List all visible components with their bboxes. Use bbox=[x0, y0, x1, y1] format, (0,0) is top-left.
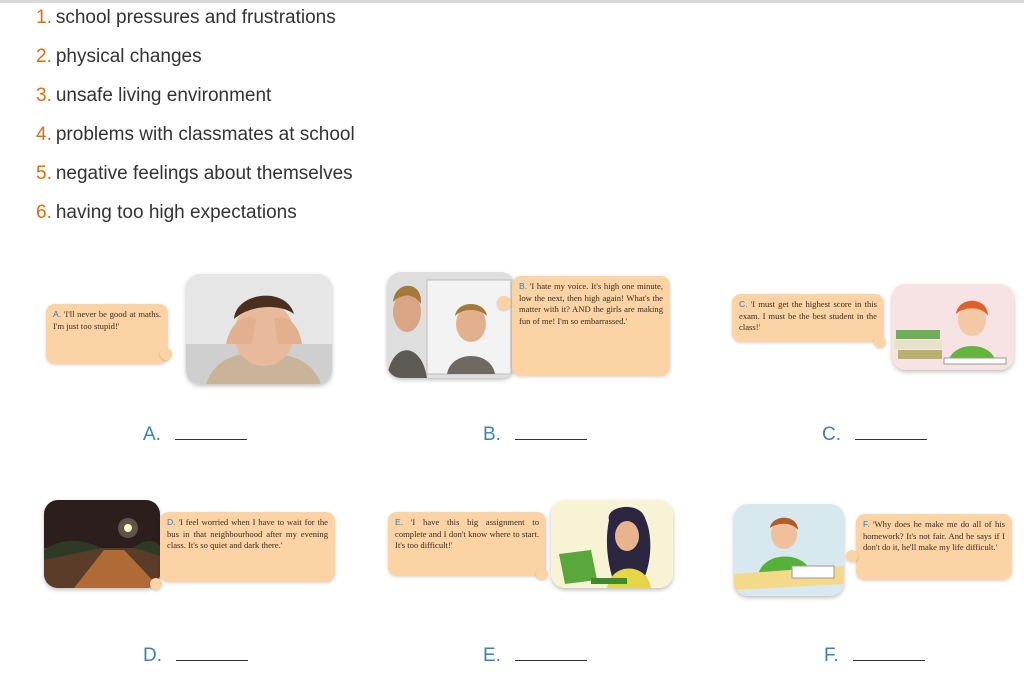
top-divider bbox=[0, 0, 1024, 3]
speech-bubble-f: F. 'Why does he make me do all of his homework? It's not fair. And he says if I don't do it, he'll make my life difficult.' bbox=[856, 514, 1012, 580]
answer-blank[interactable] bbox=[515, 425, 587, 440]
answer-e[interactable]: E. bbox=[483, 645, 587, 667]
answer-blank[interactable] bbox=[855, 425, 927, 440]
list-item: 1. school pressures and frustrations bbox=[36, 7, 336, 28]
photo-girl-books bbox=[892, 284, 1014, 370]
answer-blank[interactable] bbox=[176, 646, 248, 661]
list-item: 3. unsafe living environment bbox=[36, 85, 272, 106]
answer-c[interactable]: C. bbox=[822, 424, 927, 446]
speech-bubble-a: A. 'I'll never be good at maths. I'm just too stupid!' bbox=[46, 304, 168, 364]
photo-boy-mirror bbox=[387, 272, 515, 378]
speech-bubble-d: D. 'I feel worried when I have to wait for the bus in that neighbourhood after my evening class. It's so quiet and dark there.' bbox=[160, 512, 335, 582]
bubble-tail bbox=[150, 578, 162, 590]
answer-blank[interactable] bbox=[515, 646, 587, 661]
answer-b[interactable]: B. bbox=[483, 424, 587, 446]
answer-d[interactable]: D. bbox=[143, 645, 248, 667]
bubble-tail bbox=[846, 550, 858, 562]
speech-bubble-e: E. 'I have this big assignment to complete and I don't know where to start. It's too difficult!' bbox=[388, 512, 546, 576]
bubble-tail bbox=[536, 568, 548, 580]
answer-blank[interactable] bbox=[853, 646, 925, 661]
answer-f[interactable]: F. bbox=[824, 645, 925, 667]
photo-dark-street bbox=[44, 500, 160, 588]
bubble-tail bbox=[497, 296, 511, 310]
photo-girl-laptop bbox=[551, 500, 673, 588]
list-item: 6. having too high expectations bbox=[36, 202, 297, 223]
list-item: 2. physical changes bbox=[36, 46, 202, 67]
photo-boy-homework bbox=[734, 504, 844, 596]
bubble-tail bbox=[160, 348, 172, 360]
answer-a[interactable]: A. bbox=[143, 424, 247, 446]
bubble-tail bbox=[874, 336, 886, 348]
photo-stressed-boy bbox=[186, 274, 332, 384]
speech-bubble-b: B. 'I hate my voice. It's high one minute, low the next, then high again! What's the matter with it? AND the girls are making fun of me! I'm so embarrassed.' bbox=[512, 276, 670, 376]
list-item: 4. problems with classmates at school bbox=[36, 124, 355, 145]
speech-bubble-c: C. 'I must get the highest score in this exam. I must be the best student in the class!' bbox=[732, 294, 884, 342]
causes-list bbox=[36, 6, 355, 240]
list-item: 5. negative feelings about themselves bbox=[36, 163, 353, 184]
answer-blank[interactable] bbox=[175, 425, 247, 440]
